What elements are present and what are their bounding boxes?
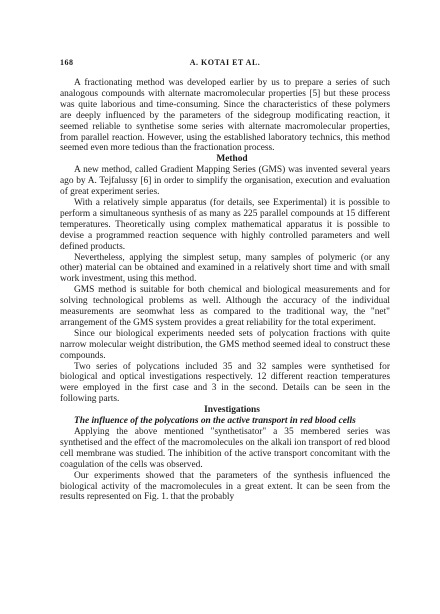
investigations-heading: Investigations	[204, 405, 260, 416]
method-paragraph-1: A new method, called Gradient Mapping Series (GMS) was invented several years ago by A. Tejfalussy [6] in order to simplify the organisation, execution and evaluation of great experiment series.	[60, 165, 390, 198]
method-paragraph-5: Since our biological experiments needed sets of polycation fractions with quite narrow molecular weight distribution, the GMS method seemed ideal to construct these compounds.	[60, 328, 390, 361]
investigations-paragraph-2: Our experiments showed that the parameters of the synthesis influenced the biological activity of the macromolecules in a great extent. It can be seen from the results represented on Fig. 1. that the probably	[60, 470, 390, 503]
page-number: 168	[60, 58, 74, 67]
intro-paragraph: A fractionating method was developed earlier by us to prepare a series of such analogous compounds with alternate macromolecular properties [5] but these process was quite laborious and time-consuming. Since the characteristics of these polymers are deeply influenced by the parameters of the sidegroup modificating reaction, it seemed reliable to synthetise some series with alternate macromolecular properties, from parallel reaction. However, using the established laboratory technics, this method seemed even more tedious than the fractionation process.	[60, 78, 390, 154]
method-paragraph-3: Nevertheless, applying the simplest setup, many samples of polymeric (or any other) material can be obtained and examined in a relatively short time and with small work investment, using this method.	[60, 252, 390, 285]
document-body	[60, 78, 390, 503]
investigations-paragraph-1: Applying the above mentioned "synthetisator" a 35 membered series was synthetised and the effect of the macromolecules on the alkali ion transport of red blood cell membrane was studied. The inhibition of the active transport concomitant with the coagulation of the cells was observed.	[60, 427, 390, 470]
method-heading: Method	[216, 154, 248, 165]
running-head: A. KOTAI ET AL.	[189, 58, 261, 67]
investigations-subheading: The influence of the polycations on the active transport in red blood cells	[74, 416, 356, 427]
method-paragraph-6: Two series of polycations included 35 and 32 samples were synthetised for biological and optical investigations respectively. 12 different reaction temperatures were employed in the first case and 3 in the second. Details can be seen in the following parts.	[60, 361, 390, 405]
method-paragraph-2: With a relatively simple apparatus (for details, see Experimental) it is possible to perform a simultaneous synthesis of as many as 225 parallel compounds at 15 different temperatures. Theoretically using complex mathematical apparatus it is possible to devise a programmed reaction sequence with highly controlled parameters and well defined products.	[60, 197, 390, 252]
method-paragraph-4: GMS method is suitable for both chemical and biological measurements and for solving technological problems as well. Although the accuracy of the individual measurements are seomwhat less as compared to the traditional way, the "net" arrangement of the GMS system provides a great reliability for the total experiment.	[60, 285, 390, 328]
